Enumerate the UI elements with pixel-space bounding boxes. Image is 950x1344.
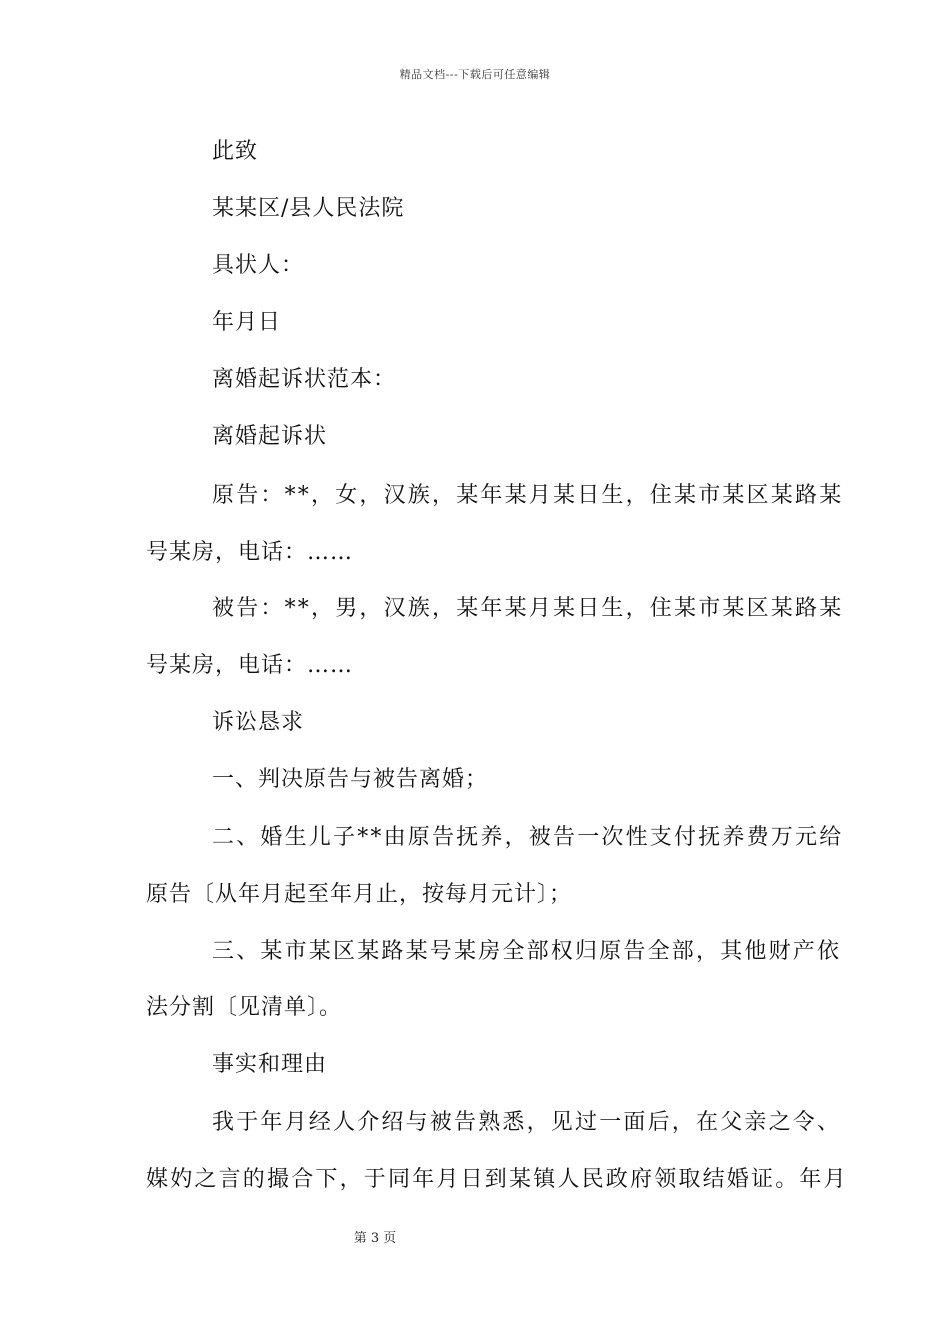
page-header: 精品文档---下载后可任意编辑 xyxy=(399,68,551,81)
document-title: 离婚起诉状 xyxy=(212,424,328,449)
date-label: 年月日 xyxy=(212,310,282,335)
claim-3-line-2: 法分割〔见清单〕。 xyxy=(146,995,343,1020)
claim-3-line-1: 三、某市某区某路某号某房全部权归原告全部，其他财产依 xyxy=(212,939,842,964)
facts-line-1: 我于年月经人介绍与被告熟悉，见过一面后，在父亲之令、 xyxy=(212,1110,842,1135)
claims-heading: 诉讼恳求 xyxy=(212,710,305,735)
facts-heading: 事实和理由 xyxy=(212,1052,328,1077)
plaintiff-line-2: 号某房，电话：…… xyxy=(146,540,354,565)
closing-salutation: 此致 xyxy=(212,139,259,164)
plaintiff-line-1: 原告：**，女，汉族，某年某月某日生，住某市某区某路某 xyxy=(212,483,844,508)
signer-label: 具状人： xyxy=(212,253,305,278)
defendant-line-2: 号某房，电话：…… xyxy=(146,653,354,678)
page-number: 第 3 页 xyxy=(353,1231,397,1246)
defendant-line-1: 被告：**，男，汉族，某年某月某日生，住某市某区某路某 xyxy=(212,596,844,621)
claim-1: 一、判决原告与被告离婚； xyxy=(212,767,489,792)
claim-2-line-1: 二、婚生儿子**由原告抚养，被告一次性支付抚养费万元给 xyxy=(212,825,844,850)
template-heading: 离婚起诉状范本： xyxy=(212,367,397,392)
court-name: 某某区/县人民法院 xyxy=(212,196,405,221)
claim-2-line-2: 原告〔从年月起至年月止，按每月元计〕； xyxy=(146,882,573,907)
facts-line-2: 媒妁之言的撮合下，于同年月日到某镇人民政府领取结婚证。年月 xyxy=(146,1167,848,1192)
